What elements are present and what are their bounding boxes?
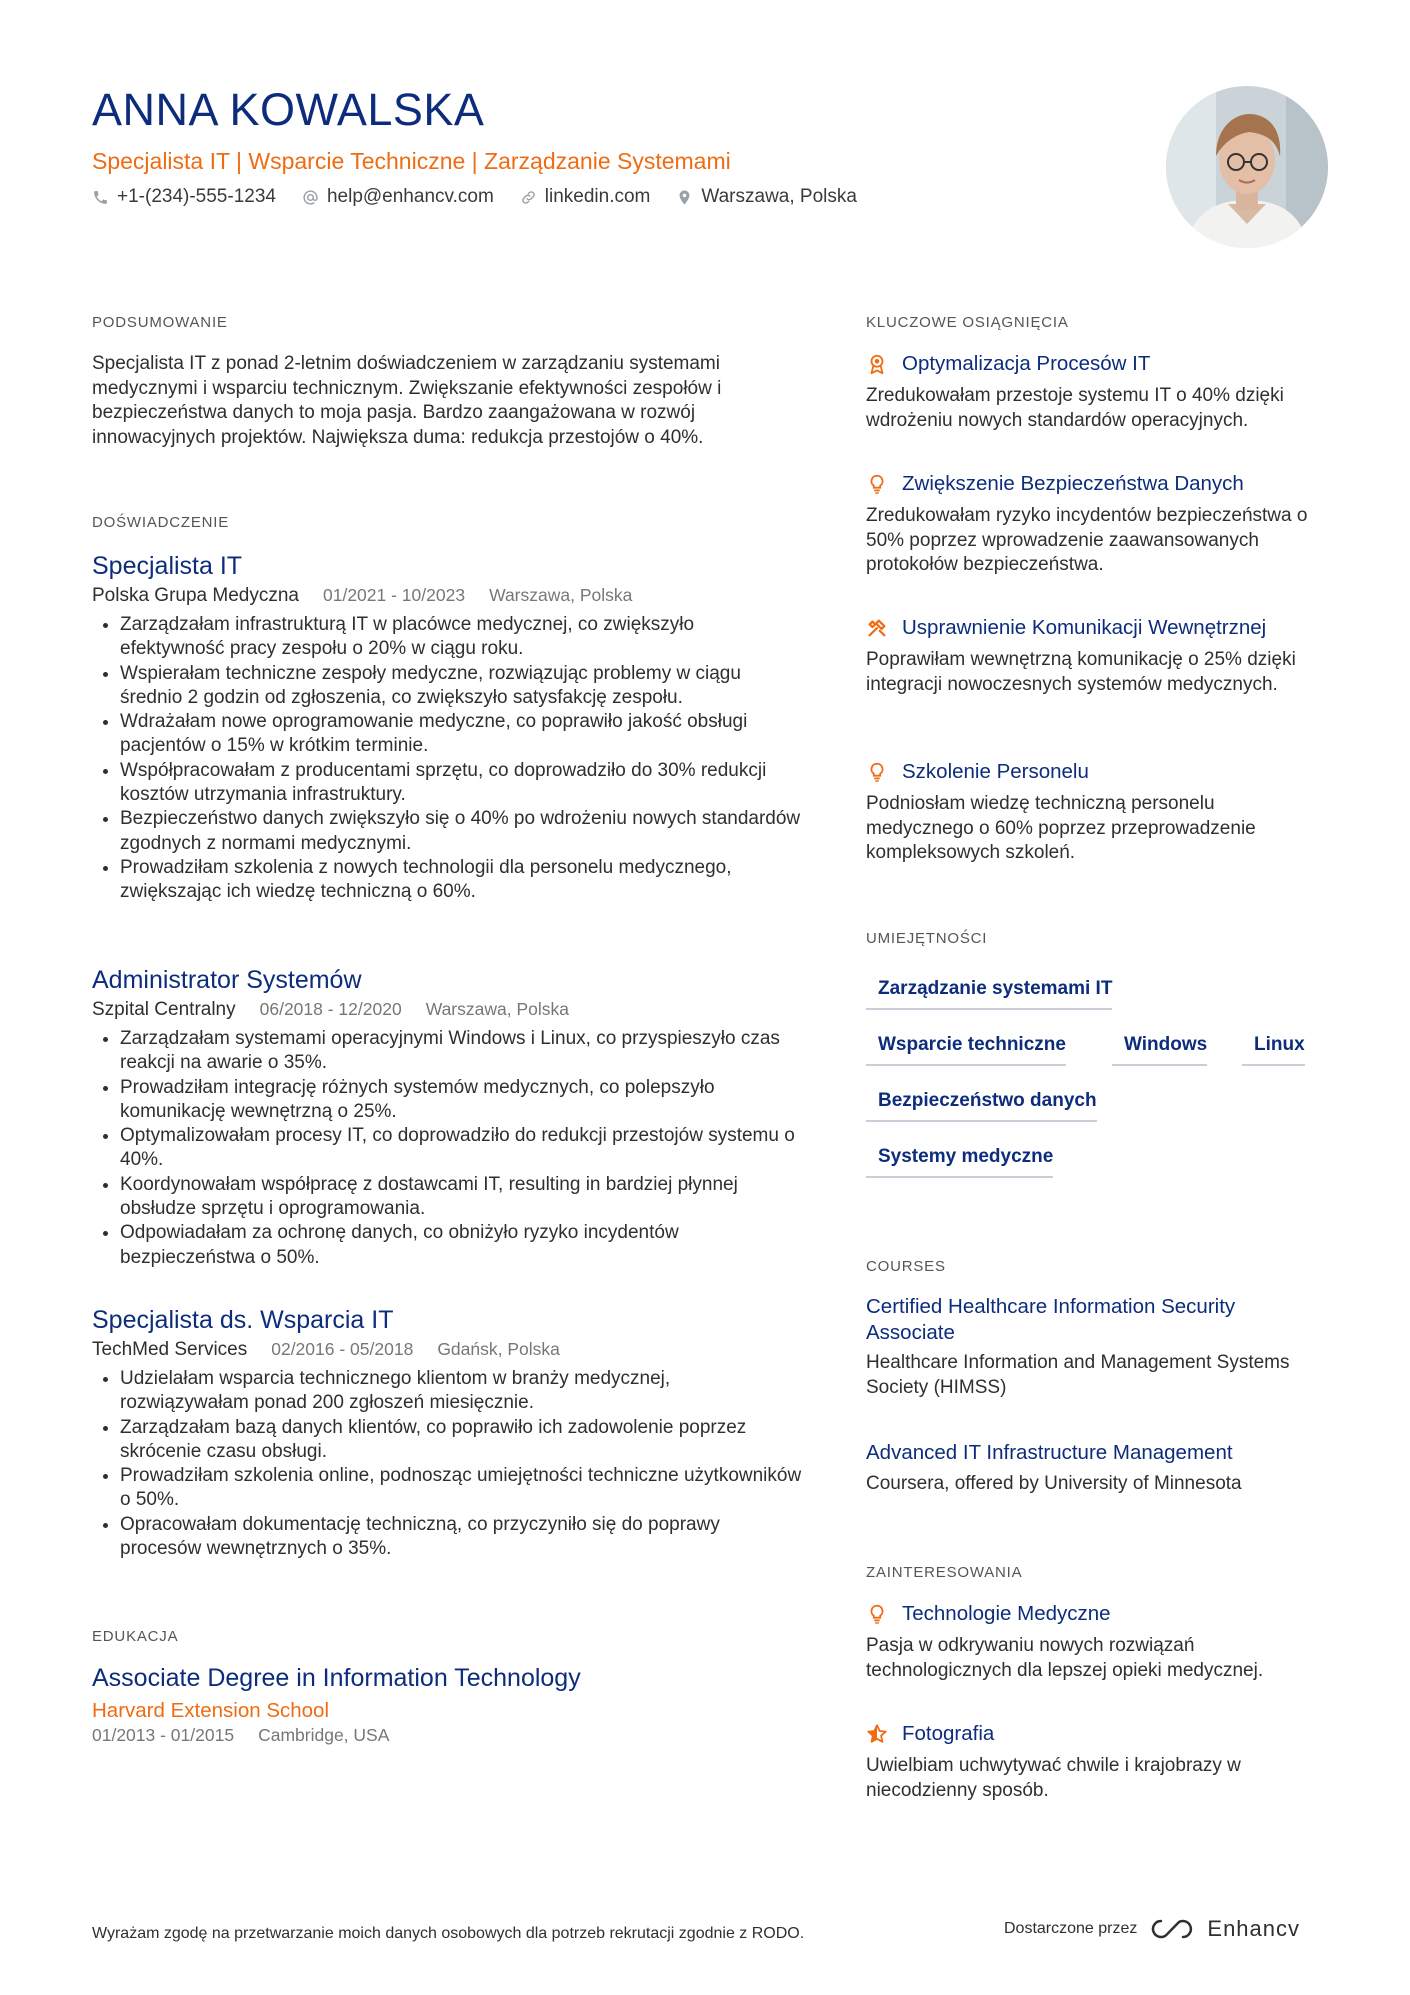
skill-tag: Bezpieczeństwo danych — [866, 1090, 1097, 1122]
contact-phone-text: +1-(234)-555-1234 — [117, 186, 276, 207]
interest-title: Technologie Medyczne — [902, 1602, 1111, 1625]
contact-location — [676, 186, 857, 208]
contact-email[interactable] — [302, 186, 494, 208]
achievement-item — [866, 472, 1326, 578]
skill-tag: Wsparcie techniczne — [866, 1034, 1066, 1066]
contact-phone[interactable] — [92, 186, 276, 208]
job-bullet: • Bezpieczeństwo danych zwiększyło się o 40% po wdrożeniu nowych standardów zgodnych z normami medycznymi. — [120, 807, 802, 856]
job-bullets — [92, 1027, 802, 1270]
lightbulb-icon — [866, 473, 888, 495]
education-dates: 01/2013 - 01/2015 — [92, 1725, 235, 1745]
job-entry — [92, 966, 802, 1270]
job-bullet: • Prowadziłam szkolenia online, podnosząc umiejętności techniczne użytkowników o 50%. — [120, 1464, 802, 1513]
degree-title: Associate Degree in Information Technology — [92, 1664, 581, 1692]
job-company: TechMed Services — [92, 1339, 248, 1360]
interest-item — [866, 1602, 1326, 1683]
lightbulb-icon — [866, 1603, 888, 1625]
course-item — [866, 1440, 1306, 1496]
skill-tag: Windows — [1112, 1034, 1207, 1066]
job-company: Szpital Centralny — [92, 999, 236, 1020]
job-bullet: • Udzielałam wsparcia technicznego klientom w branży medycznej, rozwiązywałam ponad 200 zgłoszeń miesięcznie. — [120, 1367, 802, 1416]
job-bullet: • Prowadziłam szkolenia z nowych technologii dla personelu medycznego, zwiększając ich wiedzę techniczną o 60%. — [120, 856, 802, 905]
brand-name[interactable]: Enhancv — [1207, 1916, 1301, 1941]
achievement-item — [866, 352, 1326, 433]
powered-by-label: Dostarczone przez — [1004, 1920, 1138, 1937]
job-bullet: • Zarządzałam systemami operacyjnymi Windows i Linux, co przyspieszyło czas reakcji na awarie o 35%. — [120, 1027, 802, 1076]
gdpr-consent: Wyrażam zgodę na przetwarzanie moich danych osobowych dla potrzeb rekrutacji zgodnie z RODO. — [92, 1925, 805, 1942]
footer-branding — [1004, 1916, 1300, 1942]
award-icon — [866, 353, 888, 375]
job-bullet: • Wspierałam techniczne zespoły medyczne, rozwiązując problemy w ciągu średnio 2 godzin od zgłoszenia, co zwiększyło satysfakcję zespołu. — [120, 662, 802, 711]
school-name: Harvard Extension School — [92, 1699, 330, 1722]
summary-section-title: PODSUMOWANIE — [92, 314, 228, 331]
tools-icon — [866, 617, 888, 639]
achievement-title: Usprawnienie Komunikacji Wewnętrznej — [902, 616, 1267, 639]
achievement-title: Szkolenie Personelu — [902, 760, 1089, 783]
achievement-desc: Podniosłam wiedzę techniczną personelu medycznego o 60% poprzez przeprowadzenie kompleksowych szkoleń. — [866, 793, 1256, 863]
skills-section-title: UMIEJĘTNOŚCI — [866, 930, 988, 947]
job-dates: 01/2021 - 10/2023 — [323, 585, 466, 605]
course-title: Advanced IT Infrastructure Management — [866, 1441, 1233, 1464]
job-dates: 06/2018 - 12/2020 — [259, 999, 402, 1019]
contact-linkedin-text: linkedin.com — [544, 186, 651, 207]
education-entry — [92, 1664, 802, 1746]
job-bullet: • Odpowiadałam za ochronę danych, co obniżyło ryzyko incydentów bezpieczeństwa o 50%. — [120, 1221, 802, 1270]
course-provider: Healthcare Information and Management Systems Society (HIMSS) — [866, 1352, 1290, 1398]
star-icon — [866, 1723, 888, 1745]
skill-tag: Systemy medyczne — [866, 1146, 1053, 1178]
education-meta — [92, 1725, 802, 1746]
job-entry — [92, 552, 802, 905]
skill-tag: Linux — [1242, 1034, 1305, 1066]
job-bullets — [92, 1367, 802, 1561]
experience-section-title: DOŚWIADCZENIE — [92, 514, 230, 531]
job-bullet: • Prowadziłam integrację różnych systemów medycznych, co polepszyło komunikację wewnętrzną o 25%. — [120, 1076, 802, 1125]
interest-item — [866, 1722, 1326, 1803]
achievement-desc: Poprawiłam wewnętrzną komunikację o 25% dzięki integracji nowoczesnych systemów medycznych. — [866, 649, 1296, 695]
job-dates: 02/2016 - 05/2018 — [271, 1339, 414, 1359]
job-location: Warszawa, Polska — [489, 585, 633, 605]
skill-tag: Zarządzanie systemami IT — [866, 978, 1112, 1010]
education-location: Cambridge, USA — [258, 1725, 390, 1745]
achievement-title: Optymalizacja Procesów IT — [902, 352, 1151, 375]
lightbulb-icon — [866, 761, 888, 783]
job-meta — [92, 999, 802, 1021]
education-section-title: EDUKACJA — [92, 1628, 179, 1645]
job-entry — [92, 1306, 802, 1561]
course-title: Certified Healthcare Information Security Associate — [866, 1295, 1236, 1344]
location-icon — [676, 189, 693, 206]
contact-linkedin[interactable] — [520, 186, 651, 208]
job-title: Administrator Systemów — [92, 966, 362, 994]
headline: Specjalista IT | Wsparcie Techniczne | Zarządzanie Systemami — [92, 148, 731, 174]
achievement-item — [866, 616, 1326, 697]
job-bullet: • Współpracowałam z producentami sprzętu, co doprowadziło do 30% redukcji kosztów utrzymania infrastruktury. — [120, 759, 802, 808]
interest-desc: Uwielbiam uchwytywać chwile i krajobrazy w niecodzienny sposób. — [866, 1755, 1241, 1801]
link-icon — [520, 189, 537, 206]
achievement-title: Zwiększenie Bezpieczeństwa Danych — [902, 472, 1244, 495]
achievement-item — [866, 760, 1326, 866]
job-location: Warszawa, Polska — [425, 999, 569, 1019]
contact-row — [92, 186, 857, 208]
courses-section-title: COURSES — [866, 1258, 946, 1275]
job-bullet: • Zarządzałam infrastrukturą IT w placówce medycznej, co zwiększyło efektywność pracy zespołu o 20% w ciągu roku. — [120, 613, 802, 662]
job-bullet: • Koordynowałam współpracę z dostawcami IT, resulting in bardziej płynnej obsłudze sprzętu i oprogramowania. — [120, 1173, 802, 1222]
job-bullet: • Opracowałam dokumentację techniczną, co przyczyniło się do poprawy procesów wewnętrznych o 35%. — [120, 1513, 802, 1562]
interest-title: Fotografia — [902, 1722, 995, 1745]
course-provider: Coursera, offered by University of Minnesota — [866, 1472, 1242, 1494]
achievement-desc: Zredukowałam przestoje systemu IT o 40% dzięki wdrożeniu nowych standardów operacyjnych. — [866, 385, 1284, 431]
achievement-desc: Zredukowałam ryzyko incydentów bezpieczeństwa o 50% poprzez wprowadzenie zaawansowanych protokołów bezpieczeństwa. — [866, 505, 1308, 575]
job-location: Gdańsk, Polska — [437, 1339, 560, 1359]
phone-icon — [92, 189, 109, 206]
job-bullet: • Optymalizowałam procesy IT, co doprowadziło do redukcji przestojów systemu o 40%. — [120, 1124, 802, 1173]
achievements-section-title: KLUCZOWE OSIĄGNIĘCIA — [866, 314, 1069, 331]
job-meta — [92, 1339, 802, 1361]
summary-text: Specjalista IT z ponad 2-letnim doświadczeniem w zarządzaniu systemami medycznymi i wsparciu technicznym. Zwiększanie efektywności zespołów i bezpieczeństwa danych to moja pasja. Bardzo zaangażowana w rozwój innowacyjnych projektów. Największa duma: redukcja przestojów o 40%. — [92, 353, 722, 448]
job-title: Specjalista ds. Wsparcia IT — [92, 1306, 394, 1334]
enhancv-logo-icon — [1149, 1917, 1195, 1941]
contact-email-text: help@enhancv.com — [326, 186, 494, 207]
interest-desc: Pasja w odkrywaniu nowych rozwiązań technologicznych dla lepszej opieki medycznej. — [866, 1635, 1264, 1681]
job-company: Polska Grupa Medyczna — [92, 585, 299, 606]
job-meta — [92, 585, 802, 607]
course-item — [866, 1294, 1306, 1400]
contact-location-text: Warszawa, Polska — [701, 186, 857, 207]
job-bullets — [92, 613, 802, 905]
job-bullet: • Zarządzałam bazą danych klientów, co poprawiło ich zadowolenie poprzez skrócenie czasu obsługi. — [120, 1416, 802, 1465]
profile-photo — [1166, 86, 1328, 248]
job-title: Specjalista IT — [92, 552, 243, 580]
at-icon — [302, 189, 319, 206]
interests-section-title: ZAINTERESOWANIA — [866, 1564, 1023, 1581]
candidate-name: ANNA KOWALSKA — [92, 84, 485, 135]
job-bullet: • Wdrażałam nowe oprogramowanie medyczne, co poprawiło jakość obsługi pacjentów o 15% w krótkim terminie. — [120, 710, 802, 759]
